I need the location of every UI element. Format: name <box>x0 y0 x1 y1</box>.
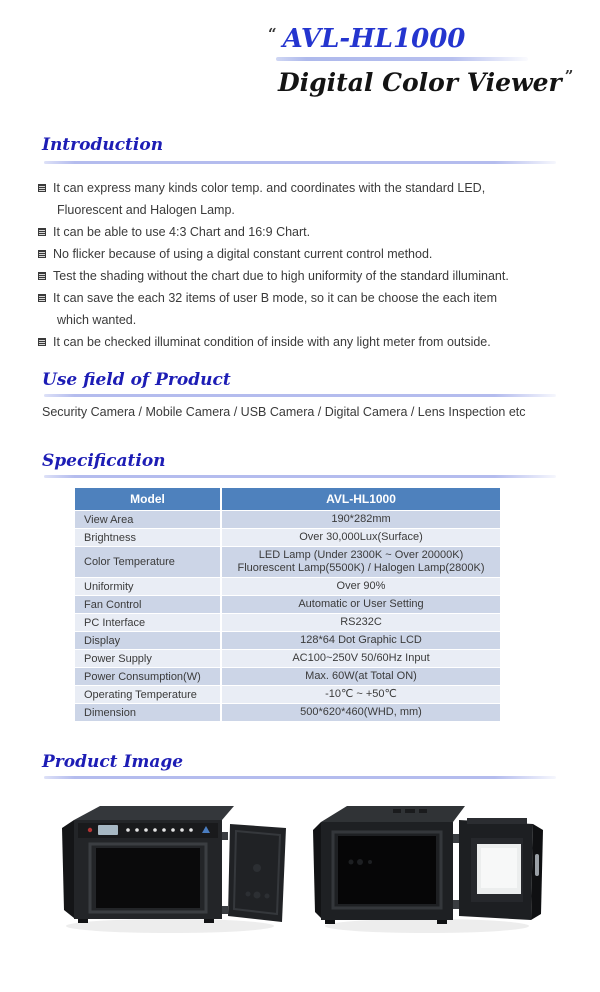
table-row: View Area 190*282mm <box>75 510 500 528</box>
specification-heading: Specification <box>42 451 166 471</box>
title-line <box>268 24 568 54</box>
table-row: Color Temperature LED Lamp (Under 2300K ~ Over 20000K) Fluorescent Lamp(5500K) / Halogen Lamp(2800K) <box>75 546 500 577</box>
square-bullet-icon <box>38 294 46 302</box>
bullet-line: which wanted. <box>57 313 137 327</box>
use-field-text: Security Camera / Mobile Camera / USB Camera / Digital Camera / Lens Inspection etc <box>42 405 526 419</box>
square-bullet-icon <box>38 228 46 236</box>
square-bullet-icon <box>38 250 46 258</box>
page-subtitle: Digital Color Viewer <box>278 68 562 97</box>
bullet-line: It can be checked illuminat condition of inside with any light meter from outside. <box>53 335 491 349</box>
specification-table <box>75 488 500 721</box>
introduction-underline <box>44 161 556 164</box>
product-photo-rear-open <box>307 798 548 953</box>
table-row: Dimension 500*620*460(WHD, mm) <box>75 703 500 721</box>
square-bullet-icon <box>38 184 46 192</box>
table-row: Operating Temperature -10℃ ~ +50℃ <box>75 685 500 703</box>
table-header-row <box>75 488 500 510</box>
bullet-line: It can express many kinds color temp. and coordinates with the standard LED, <box>53 181 486 195</box>
use-field-heading: Use field of Product <box>42 370 231 390</box>
square-bullet-icon <box>38 338 46 346</box>
table-body <box>75 510 500 721</box>
table-header-value: AVL-HL1000 <box>326 492 396 506</box>
product-image-heading: Product Image <box>42 752 184 772</box>
list-item <box>38 331 568 353</box>
bullet-line: Fluorescent and Halogen Lamp. <box>57 203 235 217</box>
list-item <box>38 221 568 243</box>
table-row: PC Interface RS232C <box>75 613 500 631</box>
title-block <box>268 24 574 97</box>
list-item <box>38 177 568 221</box>
product-photos <box>52 798 548 953</box>
product-photo-front-open <box>52 798 293 953</box>
bullet-line: No flicker because of using a digital constant current control method. <box>53 247 433 261</box>
bullet-line: Test the shading without the chart due to high uniformity of the standard illuminant. <box>53 269 509 283</box>
introduction-heading: Introduction <box>42 135 164 155</box>
list-item <box>38 287 568 331</box>
table-row: Brightness Over 30,000Lux(Surface) <box>75 528 500 546</box>
introduction-bullet-list <box>38 177 568 353</box>
bullet-line: It can save the each 32 items of user B mode, so it can be choose the each item <box>53 291 498 305</box>
table-row: Fan Control Automatic or User Setting <box>75 595 500 613</box>
table-row: Power Consumption(W) Max. 60W(at Total ON) <box>75 667 500 685</box>
open-quote: “ <box>268 25 277 43</box>
table-header-model: Model <box>75 488 222 510</box>
specification-underline <box>44 475 556 478</box>
list-item <box>38 243 568 265</box>
product-image-underline <box>44 776 556 779</box>
square-bullet-icon <box>38 272 46 280</box>
close-quote: ” <box>564 67 574 85</box>
table-row: Display 128*64 Dot Graphic LCD <box>75 631 500 649</box>
page-title: AVL-HL1000 <box>282 24 466 54</box>
subtitle-line <box>278 67 574 97</box>
use-field-underline <box>44 394 556 397</box>
title-underline <box>276 57 528 61</box>
bullet-line: It can be able to use 4:3 Chart and 16:9 Chart. <box>53 225 311 239</box>
list-item <box>38 265 568 287</box>
table-row: Uniformity Over 90% <box>75 577 500 595</box>
table-row: Power Supply AC100~250V 50/60Hz Input <box>75 649 500 667</box>
